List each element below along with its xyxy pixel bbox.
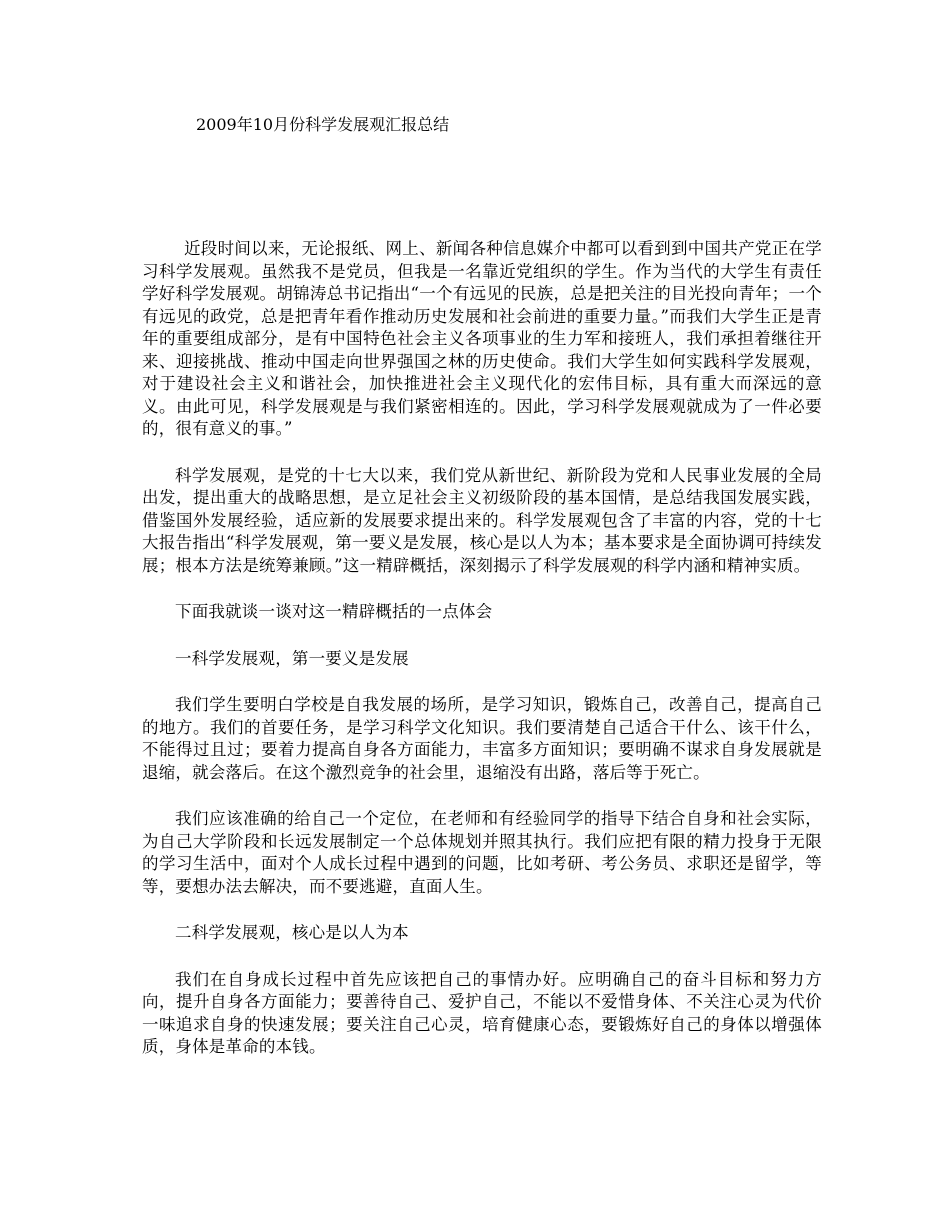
paragraph-section2-a: 我们在自身成长过程中首先应该把自己的事情办好。应明确自己的奋斗目标和努力方向，提升自身各方面能力；要善待自己、爱护自己，不能以不爱惜身体、不关注心灵为代价一味追求自身的快速发展；要关注自己心灵，培育健康心态，要锻炼好自己的身体以增强体质，身体是革命的本钱。: [142, 969, 822, 1056]
document-body: [142, 238, 822, 1083]
section-heading-1: 一科学发展观，第一要义是发展: [175, 648, 409, 668]
section-heading-2: 二科学发展观，核心是以人为本: [175, 923, 409, 942]
paragraph-section1-b: 我们应该准确的给自己一个定位，在老师和有经验同学的指导下结合自身和社会实际，为自己大学阶段和长远发展制定一个总体规划并照其执行。我们应把有限的精力投身于无限的学习生活中，面对个人成长过程中遇到的问题，比如考研、考公务员、求职还是留学，等等，要想办法去解决，而不要逃避，直面人生。: [142, 809, 822, 896]
paragraph-section1-a: 我们学生要明白学校是自我发展的场所，是学习知识，锻炼自己，改善自己，提高自己的地方。我们的首要任务，是学习科学文化知识。我们要清楚自己适合干什么、该干什么，不能得过且过；要着力提高自身各方面能力，丰富多方面知识；要明确不谋求自身发展就是退缩，就会落后。在这个激烈竞争的社会里，退缩没有出路，落后等于死亡。: [142, 695, 822, 782]
paragraph-transition: 下面我就谈一谈对这一精辟概括的一点体会: [175, 602, 493, 621]
paragraph-intro: 近段时间以来，无论报纸、网上、新闻各种信息媒介中都可以看到到中国共产党正在学习科学发展观。虽然我不是党员，但我是一名靠近党组织的学生。作为当代的大学生有责任学好科学发展观。胡锦涛总书记指出“一个有远见的民族，总是把关注的目光投向青年；一个有远见的政党，总是把青年看作推动历史发展和社会前进的重要力量。”而我们大学生正是青年的重要组成部分，是有中国特色社会主义各项事业的生力军和接班人，我们承担着继往开来、迎接挑战、推动中国走向世界强国之林的历史使命。我们大学生如何实践科学发展观，对于建设社会主义和谐社会，加快推进社会主义现代化的宏伟目标，具有重大而深远的意义。由此可见，科学发展观是与我们紧密相连的。因此，学习科学发展观就成为了一件必要的，很有意义的事。”: [142, 239, 822, 438]
paragraph-definition: 科学发展观，是党的十七大以来，我们党从新世纪、新阶段为党和人民事业发展的全局出发，提出重大的战略思想，是立足社会主义初级阶段的基本国情，是总结我国发展实践，借鉴国外发展经验，适应新的发展要求提出来的。科学发展观包含了丰富的内容，党的十七大报告指出“科学发展观，第一要义是发展，核心是以人为本；基本要求是全面协调可持续发展；根本方法是统筹兼顾。”这一精辟概括，深刻揭示了科学发展观的科学内涵和精神实质。: [142, 465, 822, 575]
document-title: 2009年10月份科学发展观汇报总结: [196, 115, 450, 134]
